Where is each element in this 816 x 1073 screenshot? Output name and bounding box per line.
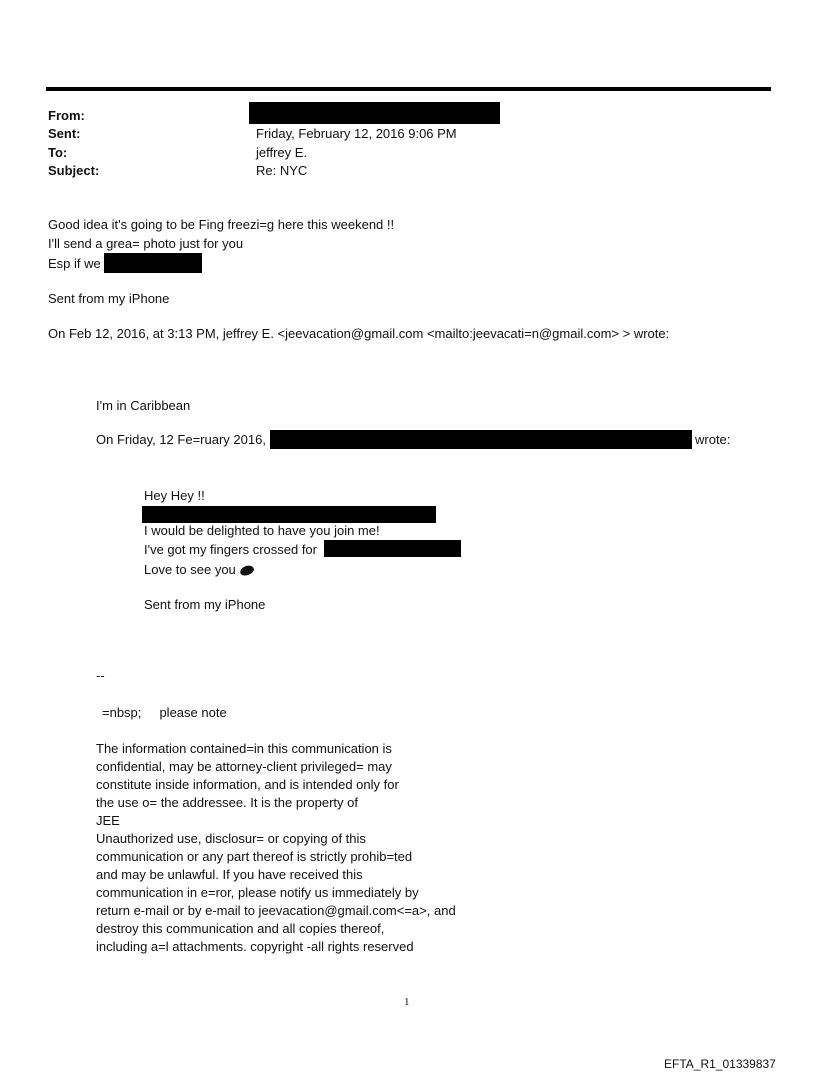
sent-value: Friday, February 12, 2016 9:06 PM [256,126,457,141]
redaction-from [249,102,500,124]
subject-label: Subject: [48,163,100,178]
nbsp-note: =nbsp; please note [102,705,227,720]
disclaimer-line: constitute inside information, and is intended only for [96,777,399,792]
body-line-3: Esp if we [48,256,101,271]
quote-header: On Feb 12, 2016, at 3:13 PM, jeffrey E. <jeevacation@gmail.com <mailto:jeevacati=n@gmail.com> > wrote: [48,326,670,341]
body-signature: Sent from my iPhone [48,291,170,306]
subject-value: Re: NYC [256,163,308,178]
reply1-quote-suffix: wrote: [695,432,731,447]
body-line-1: Good idea it's going to be Fing freezi=g here this weekend !! [48,217,395,232]
disclaimer-line: including a=l attachments. copyright -all rights reserved [96,939,414,954]
disclaimer [96,740,456,956]
reply2-signature: Sent from my iPhone [144,597,266,612]
redaction-body [104,253,202,273]
disclaimer-line: and may be unlawful. If you have received this [96,867,363,882]
disclaimer-line: JEE [96,813,120,828]
to-value: jeffrey E. [256,145,308,160]
reply2-greeting: Hey Hey !! [144,488,205,503]
redaction-reply1-sender [270,430,692,449]
document-id: EFTA_R1_01339837 [664,1057,776,1071]
to-label: To: [48,145,68,160]
disclaimer-line: return e-mail or by e-mail to jeevacation@gmail.com<=a>, and [96,903,456,918]
reply1-quote-prefix: On Friday, 12 Fe=ruary 2016, [96,432,266,447]
from-label: From: [48,108,85,123]
disclaimer-line: The information contained=in this communication is [96,741,392,756]
sent-label: Sent: [48,126,81,141]
reply2-line-3-wrap [144,561,254,579]
separator-dashes: -- [96,668,105,683]
reply1-line: I'm in Caribbean [96,398,191,413]
disclaimer-line: destroy this communication and all copies thereof, [96,921,385,936]
page-number: 1 [404,996,410,1008]
disclaimer-line: confidential, may be attorney-client privileged= may [96,759,392,774]
redaction-reply2-line [142,506,436,523]
disclaimer-line: communication or any part thereof is strictly prohib=ted [96,849,413,864]
reply2-line-2: I've got my fingers crossed for [144,542,317,557]
header-rule [46,87,771,91]
kiss-icon [239,564,255,577]
reply2-line-3: Love to see you [144,562,236,577]
disclaimer-line: communication in e=ror, please notify us immediately by [96,885,419,900]
redaction-reply2-name [324,540,461,557]
disclaimer-line: Unauthorized use, disclosur= or copying of this [96,831,366,846]
reply2-line-1: I would be delighted to have you join me! [144,523,380,538]
body-line-2: I'll send a grea= photo just for you [48,236,244,251]
disclaimer-line: the use o= the addressee. It is the property of [96,795,358,810]
